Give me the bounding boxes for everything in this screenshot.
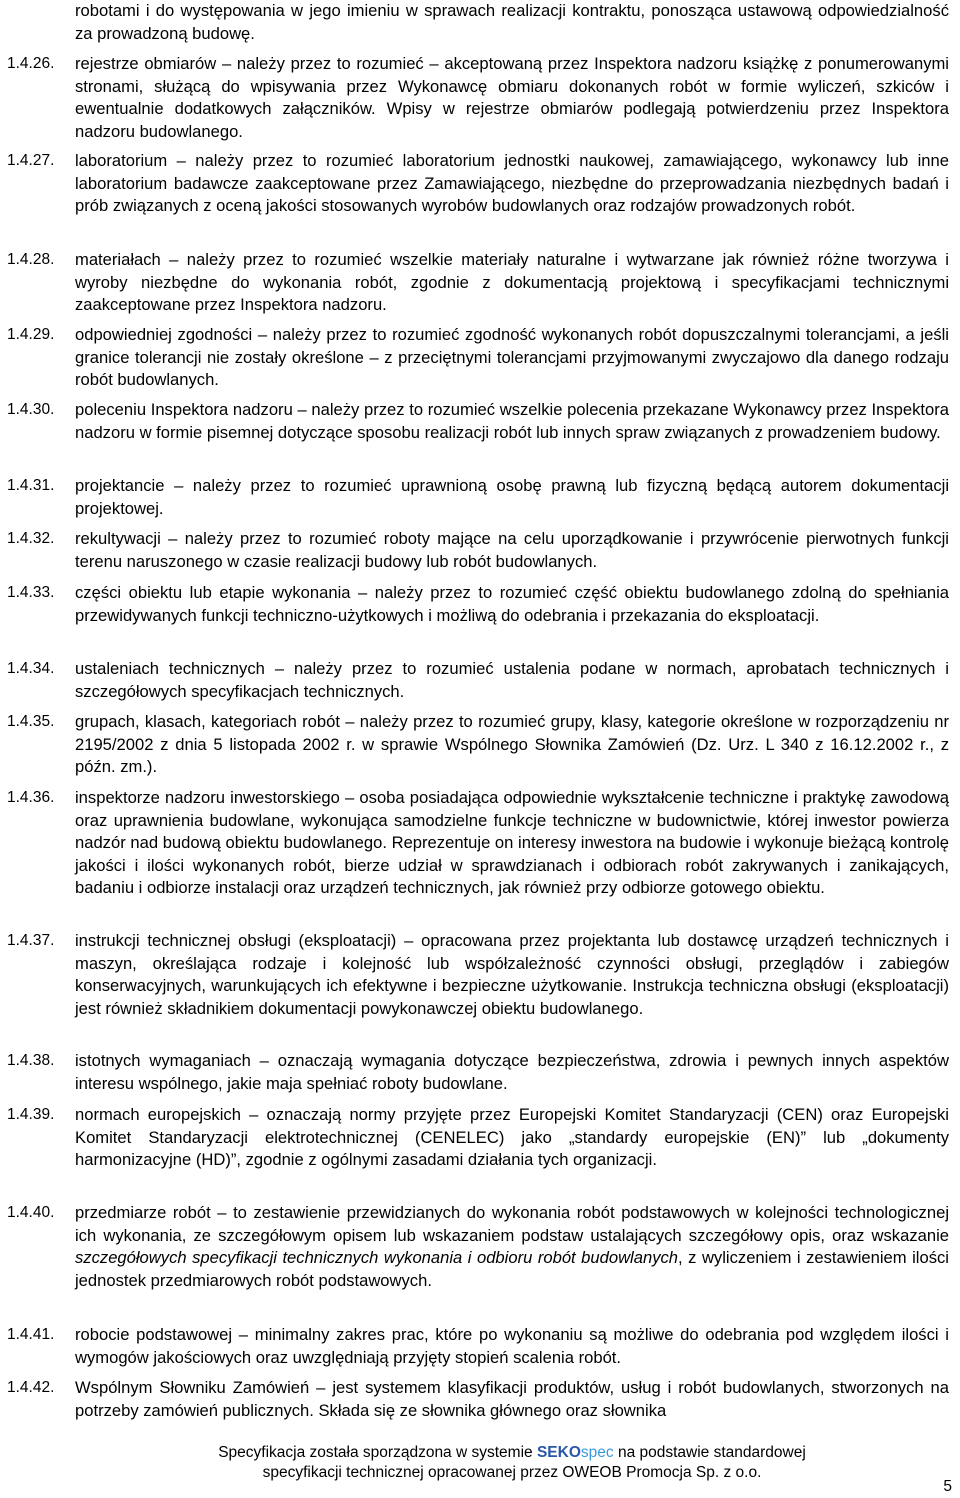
definition-text: grupach, klasach, kategoriach robót – należy przez to rozumieć grupy, klasy, kategorie określone w rozporządzeniu nr 2195/2002 z dnia 5 listopada 2002 r. w sprawie Wspólnego Słownika Zamówień (Dz. Urz. L 340 z 16.12.2002 r., z późn. zm.). (75, 712, 949, 777)
definition-text: projektancie – należy przez to rozumieć uprawnioną osobę prawną lub fizyczną będącą autorem dokumentacji projektowej. (75, 476, 949, 518)
definition-text: odpowiedniej zgodności – należy przez to rozumieć zgodność wykonanych robót dopuszczalnymi tolerancjami, a jeśli granice tolerancji nie zostały określone – z przeciętnymi tolerancjami przyjmowanymi zwyczajowo dla danego rodzaju robót budowlanych. (75, 325, 949, 390)
definition-text: Wspólnym Słowniku Zamówień – jest systemem klasyfikacji produktów, usług i robót budowlanych, stworzonych na potrzeby zamówień publicznych. Składa się ze słownika głównego oraz słownika (75, 1378, 949, 1420)
definition-text: inspektorze nadzoru inwestorskiego – osoba posiadająca odpowiednie wykształcenie techniczne i praktykę zawodową oraz uprawnienia budowlane, wykonująca samodzielne funkcje techniczne w budownictwie, której inwestor powierza nadzór nad budową obiektu budowlanego. Reprezentuje on interesy inwestora na budowie i wykonuje bieżącą kontrolę jakości i ilości wykonanych robót, bierze udział w sprawdzianach i odbiorach robót zakrywanych i zanikających, badaniu i odbiorze instalacji oraz urządzeń technicznych, jak również przy odbiorze gotowego obiektu. (75, 788, 949, 898)
definition-text: normach europejskich – oznaczają normy przyjęte przez Europejski Komitet Standaryzacji (CEN) oraz Europejski Komitet Standaryzacji elektrotechnicznej (CENELEC) jako „standardy europejskie (EN)” lub „dokumenty harmonizacyjne (HD)”, zgodnie z ogólnymi zasadami działania tych organizacji. (75, 1105, 949, 1170)
definition-number: 1.4.29. (7, 326, 55, 343)
definition-text (75, 1202, 949, 1292)
page-footer (75, 1443, 949, 1483)
footer-line-2: specyfikacji technicznej opracowanej przez OWEOB Promocja Sp. z o.o. (262, 1464, 762, 1481)
definition-text: części obiektu lub etapie wykonania – należy przez to rozumieć część obiektu budowlanego zdolną do spełniania przewidywanych funkcji techniczno-użytkowych i możliwą do odebrania i przekazania do eksploatacji. (75, 583, 949, 625)
definition-number: 1.4.40. (7, 1204, 55, 1221)
brand-spec: spec (580, 1444, 614, 1461)
definition-text-italic: szczegółowych specyfikacji technicznych wykonania i odbioru robót budowlanych (75, 1248, 679, 1268)
definition-number: 1.4.37. (7, 932, 55, 949)
definition-number: 1.4.32. (7, 530, 55, 547)
definition-number: 1.4.34. (7, 660, 55, 677)
definition-number: 1.4.36. (7, 789, 55, 806)
footer-text: Specyfikacja została sporządzona w systemie (218, 1444, 537, 1461)
footer-line-1 (75, 1443, 949, 1463)
definition-number: 1.4.42. (7, 1379, 55, 1396)
definition-number: 1.4.35. (7, 713, 55, 730)
definition-text: rejestrze obmiarów – należy przez to rozumieć – akceptowaną przez Inspektora nadzoru książkę z ponumerowanymi stronami, służącą do wpisywania przez Wykonawcę obmiaru dokonanych robót w formie wyliczeń, szkiców i ewentualnie dodatkowych załączników. Wpisy w rejestrze obmiarów podlegają potwierdzeniu przez Inspektora nadzoru budowlanego. (75, 54, 949, 141)
definition-text: ustaleniach technicznych – należy przez to rozumieć ustalenia podane w normach, aprobatach technicznych i szczegółowych specyfikacjach technicznych. (75, 659, 949, 701)
brand-seko: SEKO (536, 1444, 581, 1461)
definition-number: 1.4.31. (7, 477, 55, 494)
definition-number: 1.4.33. (7, 584, 55, 601)
definition-text: rekultywacji – należy przez to rozumieć roboty mające na celu uporządkowanie i przywrócenie pierwotnych funkcji terenu naruszonego w czasie realizacji budowy lub robót budowlanych. (75, 529, 949, 571)
definition-text: istotnych wymaganiach – oznaczają wymagania dotyczące bezpieczeństwa, zdrowia i pewnych innych aspektów interesu wspólnego, jakie maja spełniać roboty budowlane. (75, 1051, 949, 1093)
continuation-text: robotami i do występowania w jego imieniu w sprawach realizacji kontraktu, ponosząca ustawową odpowiedzialność za prowadzoną budowę. (75, 1, 949, 43)
definition-number: 1.4.39. (7, 1106, 55, 1123)
definition-number: 1.4.30. (7, 401, 55, 418)
definition-number: 1.4.38. (7, 1052, 55, 1069)
definition-number: 1.4.41. (7, 1326, 55, 1343)
definition-text: robocie podstawowej – minimalny zakres prac, które po wykonaniu są możliwe do odebrania pod względem ilości i wymogów jakościowych oraz uwzględniają przyjęty stopień scalenia robót. (75, 1325, 949, 1367)
definition-text: materiałach – należy przez to rozumieć wszelkie materiały naturalne i wytwarzane jak również różne tworzywa i wyroby niezbędne do wykonania robót, zgodnie z dokumentacją projektową i specyfikacjami technicznymi zaakceptowane przez Inspektora nadzoru. (75, 250, 949, 315)
page-number: 5 (943, 1478, 952, 1495)
definition-number: 1.4.28. (7, 251, 55, 268)
definition-number: 1.4.27. (7, 152, 55, 169)
definition-text-before: przedmiarze robót – to zestawienie przewidzianych do wykonania robót podstawowych w kolejności technologicznej ich wykonania, ze szczegółowym opisem lub wskazaniem podstaw ustalających szczegółowy opis, oraz wskazanie (75, 1203, 949, 1245)
definition-text: laboratorium – należy przez to rozumieć laboratorium jednostki naukowej, zamawiającego, wykonawcy lub inne laboratorium badawcze zaakceptowane przez Zamawiającego, niezbędne do przeprowadzania niezbędnych badań i prób związanych z oceną jakości stosowanych wyrobów budowlanych oraz rodzajów prowadzonych robót. (75, 151, 949, 216)
footer-text: na podstawie standardowej (613, 1444, 806, 1461)
definition-text: poleceniu Inspektora nadzoru – należy przez to rozumieć wszelkie polecenia przekazane Wykonawcy przez Inspektora nadzoru w formie pisemnej dotyczące sposobu realizacji robót lub innych spraw związanych z prowadzeniem budowy. (75, 400, 949, 442)
definition-text: instrukcji technicznej obsługi (eksploatacji) – opracowana przez projektanta lub dostawcę urządzeń technicznych i maszyn, określająca rodzaje i kolejność lub współzależność czynności obsługi, przeglądów i zabiegów konserwacyjnych, warunkujących ich efektywne i bezpieczne użytkowanie. Instrukcja techniczna obsługi (eksploatacji) jest również składnikiem dokumentacji powykonawczej obiektu budowlanego. (75, 931, 949, 1018)
definition-text-after: , z wyliczeniem i zestawieniem ilości jednostek przedmiarowych robót podstawowych. (75, 1248, 949, 1290)
definition-number: 1.4.26. (7, 55, 55, 72)
